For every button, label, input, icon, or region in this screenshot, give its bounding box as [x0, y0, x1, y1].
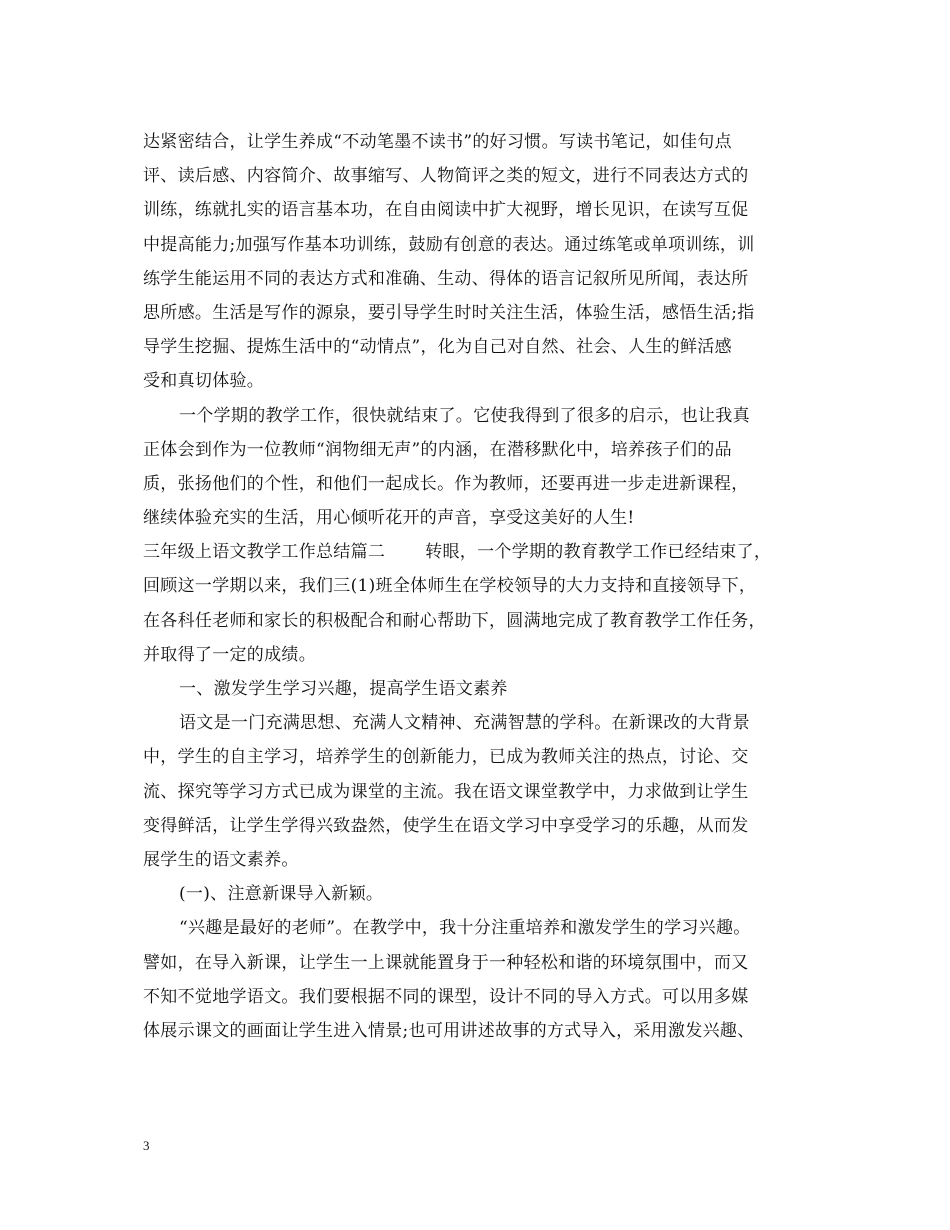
text-line: 训练，练就扎实的语言基本功，在自由阅读中扩大视野，增长见识，在读写互促: [143, 200, 749, 221]
text-line: 中，学生的自主学习，培养学生的创新能力，已成为教师关注的热点，讨论、交: [143, 747, 749, 768]
text-line: 练学生能运用不同的表达方式和准确、生动、得体的语言记叙所见所闻，表达所: [143, 268, 749, 289]
section-first-text: 转眼，一个学期的教育教学工作已经结束了，: [425, 542, 772, 563]
text-line: 受和真切体验。: [143, 371, 265, 392]
text-line: 不知不觉地学语文。我们要根据不同的课型，设计不同的导入方式。可以用多媒: [143, 986, 749, 1007]
text-line: 譬如，在导入新课，让学生一上课就能置身于一种轻松和谐的环境氛围中，而又: [143, 952, 749, 973]
text-line: 体展示课文的画面让学生进入情景;也可用讲述故事的方式导入，采用激发兴趣、: [143, 1020, 755, 1041]
text-line: 思所感。生活是写作的源泉，要引导学生时时关注生活，体验生活，感悟生活;指: [143, 302, 755, 323]
text-line: 并取得了一定的成绩。: [143, 644, 316, 665]
section-title: 三年级上语文教学工作总结篇二: [143, 542, 386, 563]
text-line: 评、读后感、内容简介、故事缩写、人物简评之类的短文，进行不同表达方式的: [143, 166, 749, 187]
text-line: 导学生挖掘、提炼生活中的“动情点”，化为自己对自然、社会、人生的鲜活感: [143, 337, 732, 358]
paragraph-first-line: “兴趣是最好的老师”。在教学中，我十分注重培养和激发学生的学习兴趣。: [179, 918, 751, 939]
text-line: 继续体验充实的生活，用心倾听花开的声音，享受这美好的人生!: [143, 508, 635, 529]
paragraph-first-line: 语文是一门充满思想、充满人文精神、充满智慧的学科。在新课改的大背景: [179, 713, 750, 734]
subheading: 一、激发学生学习兴趣，提高学生语文素养: [179, 679, 508, 699]
text-line: 展学生的语文素养。: [143, 849, 299, 870]
section-heading-line: [143, 535, 813, 569]
text-line: 正体会到作为一位教师“润物细无声”的内涵，在潜移默化中，培养孩子们的品: [143, 439, 732, 460]
page-number: 3: [143, 1138, 150, 1153]
text-line: 达紧密结合，让学生养成“不动笔墨不读书”的好习惯。写读书笔记，如佳句点: [143, 132, 732, 152]
text-line: 变得鲜活，让学生学得兴致盎然，使学生在语文学习中享受学习的乐趣，从而发: [143, 815, 749, 836]
text-line: 中提高能力;加强写作基本功训练，鼓励有创意的表达。通过练笔或单项训练，训: [143, 234, 755, 255]
paragraph-first-line: 一个学期的教学工作，很快就结束了。它使我得到了很多的启示，也让我真: [179, 405, 750, 426]
text-line: 回顾这一学期以来，我们三(1)班全体师生在学校领导的大力支持和直接领导下，: [143, 576, 757, 597]
text-line: 质，张扬他们的个性，和他们一起成长。作为教师，还要再进一步走进新课程，: [143, 473, 749, 494]
subheading: (一)、注意新课导入新颖。: [179, 884, 384, 905]
text-line: 在各科任老师和家长的积极配合和耐心帮助下，圆满地完成了教育教学工作任务，: [143, 610, 766, 631]
document-body: [143, 125, 813, 1048]
text-line: 流、探究等学习方式已成为课堂的主流。我在语文课堂教学中，力求做到让学生: [143, 781, 749, 802]
